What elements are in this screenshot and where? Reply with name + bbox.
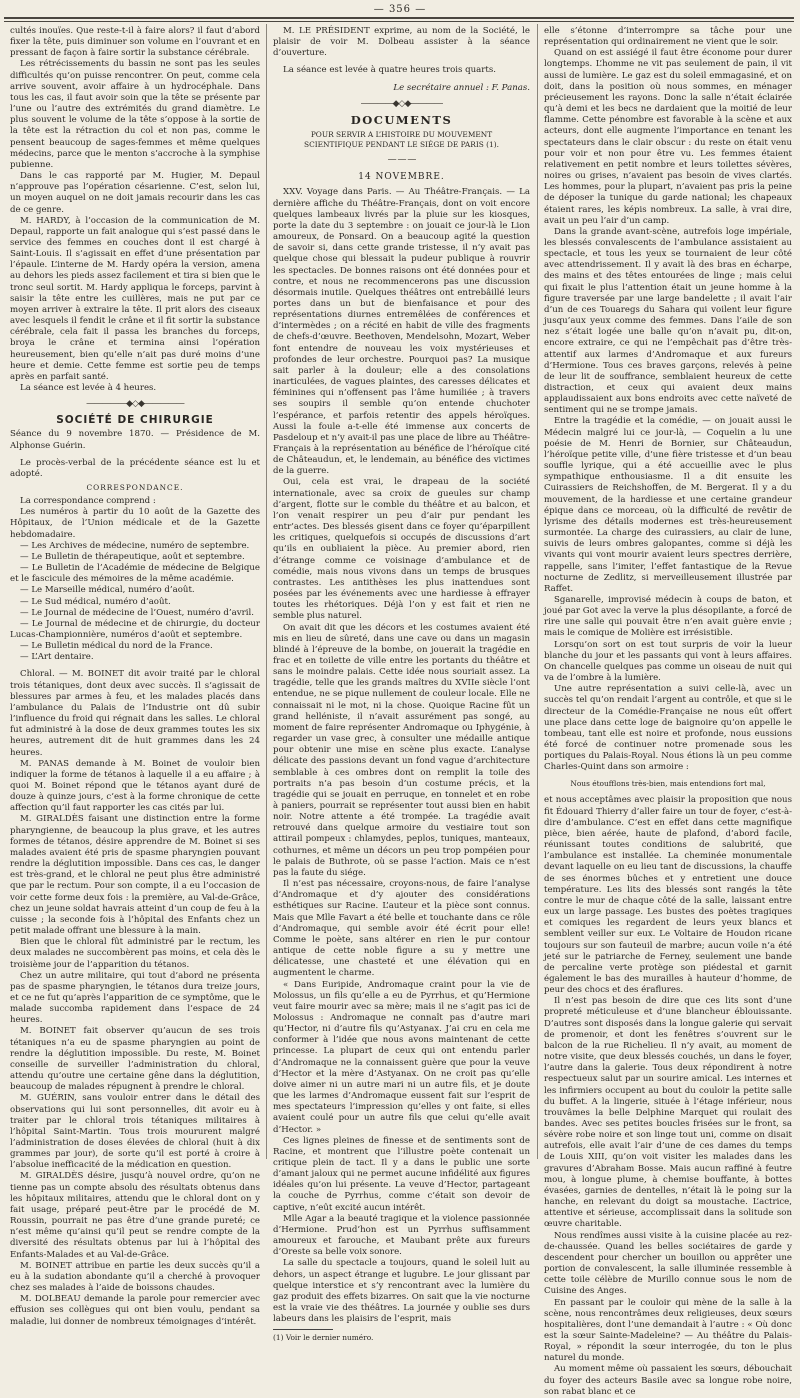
section-subtitle: POUR SERVIR A L’HISTOIRE DU MOUVEMENT SCIENTIFIQUE PENDANT LE SIÉGE DE PARIS (1). bbox=[304, 130, 499, 150]
paragraph: Il n’est pas besoin de dire que ces lits sont d’une propreté méticuleuse et d’une blancheur éblouissante. D’autres sont disposés dans la longue galerie qui servait de promenoir, et dont les fenêtres s’ouvrent sur le balcon de la rue Richelieu. Il n’y avait, au moment de notre visite, que deux blessés couchés, un dans le foyer, l’autre dans la galerie. Tous deux répondirent à notre respectueux salut par un sourire amical. Les internes et les infirmiers occupent au bout du couloir la petite salle du buffet. A la lingerie, située à l’étage inférieur, nous trouvâmes la belle Delphine Marquet qui roulait des bandes. Avec ses petites boucles frisées sur le front, sa sévère robe noire et son linge tout uni, comme on disait autrefois, elle avait l’air d’une de ces dames du temps de Louis XIII, qu’on voit visiter les malades dans les gravures d’Abraham Bosse. Mais aucun raffiné à feutre mou, à longue plume, à chemise bouffante, à bottes évasées, garnies de dentelles, n’était là le poing sur la hanche, en relevant du doigt sa moustache. L’actrice, attentive et sérieuse, accomplissait dans la solitude son œuvre charitable. bbox=[544, 996, 792, 1230]
paragraph: M. BOINET attribue en partie les deux succès qu’il a eu à la sudation abondante qu’il a cherché à provoquer chez ses malades à l’aide de boissons chaudes. bbox=[10, 1260, 260, 1294]
secretary-signature: Le secrétaire annuel : F. Panas. bbox=[393, 82, 530, 93]
column-2 bbox=[273, 26, 530, 1343]
paragraph: Les rétrécissements du bassin ne sont pas les seules difficultés qu’on puisse rencontrer. On peut, comme cela arrive souvent, avoir affaire à un hydrocéphale. Dans tous les cas, il faut avoir soin que la tête se présente par l’une ou l’autre des extrémités du grand diamètre. Le plus souvent le volume de la tête s’oppose à la sortie de la tête est la rétraction du col et non pas, comme le pensent beaucoup de sages-femmes et même quelques médecins, parce que le menton s’accroche à la symphise pubienne. bbox=[10, 59, 260, 170]
paragraph: M. HARDY, à l’occasion de la communication de M. Depaul, rapporte un fait analogue qui s’est passé dans le service des femmes en couches dont il est chargé à Saint-Louis. Il s’agissait en effet d’une présentation par l’épaule. L’interne de M. Hardy opéra la version, amena au dehors les pieds assez facilement et tira si bien que le tronc seul sortit. M. Hardy appliqua le forceps, parvint à saisir la tête entre les cuillères, mais ne put par ce moyen arriver à extraire la tête. Il prit alors des ciseaux avec lesquels il fendit le crâne et il fit sortir la substance cérébrale, cela fait il passa les branches du forceps, broya le crâne et termina ainsi l’opération heureusement, bien qu’elle n’ait pas duré moins d’une heure et demie. Cette femme est sortie peu de temps après en parfait santé. bbox=[10, 215, 260, 382]
paragraph: elle s’étonne d’interrompre sa tâche pour une représentation qui ordinairement ne vient que le soir. bbox=[544, 26, 792, 48]
paragraph: Chloral. — M. BOINET dit avoir traité par le chloral trois tétaniques, dont deux avec succès. Il s’agissait de blessures par armes à feu, et les malades placés dans l’ambulance du Palais de l’Industrie ont dû subir l’influence du froid qui régnait dans les salles. Le chloral fut administré à la dose de deux grammes toutes les six heures, autrement dit de huit grammes dans les 24 heures. bbox=[10, 669, 260, 758]
footnote: (1) Voir le dernier numéro. bbox=[273, 1333, 374, 1343]
verse-quote: Nous étoufflons très-bien, mais entendions fort mal, bbox=[570, 779, 766, 789]
paragraph: M. BOINET fait observer qu’aucun de ses trois tétaniques n’a eu de spasme pharyngien au point de rendre la déglutition impossible. Du reste, M. Boinet conseille de surveiller l’administration du chloral, attendu qu’outre une certaine gêne dans la déglutition, beaucoup de malades répugnent à prendre le chloral. bbox=[10, 1026, 260, 1093]
list-item: — Le Bulletin médical du nord de la France. bbox=[20, 641, 213, 652]
paragraph: Entre la tragédie et la comédie, — on jouait aussi le Médecin malgré lui ce jour-là, — Coquelin a lu une poésie de M. Henri de Bornier, sur Châteaudun, l’héroïque petite ville, d’une fière tristesse et d’un beau souffle lyrique, qui a été accueillie avec le plus sympathique enthousiasme. Il a dit ensuite les Cuirassiers de Reichshoffen, de M. Bergerat. Il y a du mouvement, de la hardiesse et une certaine grandeur épique dans ce morceau, où la difficulté de revêtir de lyrisme des détails modernes est très-heureusement surmontée. La charge des cuirassiers, au clair de lune, suivis de leurs ombres galopantes, comme si déjà les vivants qui vont mourir avaient leurs spectres derrière, rappelle, sans l’imiter, l’effet fantastique de la Revue nocturne de Zedlitz, si merveilleusement illustrée par Raffet. bbox=[544, 416, 792, 594]
paragraph: M. PANAS demande à M. Boinet de vouloir bien indiquer la forme de tétanos à laquelle il a eu affaire ; à quoi M. Boinet répond que le tétanos ayant duré de douze à quinze jours, c’est à la forme chronique de cette affection qu’il faut rapporter les cas cités par lui. bbox=[10, 758, 260, 814]
page-number: — 356 — bbox=[373, 4, 427, 15]
paragraph: M. DOLBEAU demande la parole pour remercier avec effusion ses collègues qui ont bien voulu, pendant sa maladie, lui donner de nombreux témoignages d’intérêt. bbox=[10, 1294, 260, 1327]
list-item: — Le Bulletin de thérapeutique, août et septembre. bbox=[20, 551, 245, 562]
paragraph: Oui, cela est vrai, le drapeau de la société internationale, avec sa croix de gueules sur champ d’argent, flotte sur le comble du théâtre et au balcon, et l’on venait respirer un peu d’air pur pendant les entr’actes. Des blessés gisent dans ce foyer qu’éparpillent les critiques, quelquefois si occupés de discussions d’art qu’ils en oubliaient la pièce. Au premier abord, rien d’étrange comme ce voisinage d’ambulance et de comédie, mais nous vivons dans un temps de brusques contrastes. Les antithèses les plus inattendues sont posées par les événements avec une hardiesse à effrayer toutes les rhétoriques. Déjà l’on y est fait et rien ne semble plus naturel. bbox=[273, 477, 530, 622]
session-line: Séance du 9 novembre 1870. — Présidence de M. Alphonse Guérin. bbox=[10, 429, 260, 451]
paragraph: La séance est levée à quatre heures trois quarts. bbox=[283, 65, 496, 76]
paragraph: On avait dit que les décors et les costumes avaient été mis en lieu de sûreté, dans une cave ou dans un magasin blindé à l’épreuve de la bombe, on jouerait la tragédie en frac et en toilette de ville entre les portants du théâtre et sans le moindre palais. Cette idée nous souriait assez. La tragédie, telle que les grands maîtres du XVIIe siècle l’ont entendue, ne se pique nullement de couleur locale. Elle ne connaissait ni le mot, ni la chose. Quoique Racine fût un grand helléniste, il n’avait assurément pas songé, au moment de faire représenter Andromaque ou Iphygénie, à regarder un vase grec, à consulter une médaille antique pour obtenir une mise en scène plus exacte. L’analyse délicate des passions devant un fond vague d’architecture semblable à ces ombres dont on remplit la toile des portraits n’a pas besoin d’un costume précis, et la tragédie qui se jouait en perruque, en tonnelet et en robe à paniers, pourrait se représenter tout aussi bien en habit noir. Notre attente a été trompée. La tragédie avait retrouvé dans quelque armoire du vestiaire tout son attirail pompeux : chlamydes, peplos, tuniques, manteaux, cothurnes, et même un décors un peu trop pompéien pour le palais de Buthrote, où se passe l’action. Mais ce n’est pas la faute du siége. bbox=[273, 622, 530, 878]
paragraph: Dans la grande avant-scène, autrefois loge impériale, les blessés convalescents de l’ambulance assistaient au spectacle, et tous les yeux se tournaient de leur côté avec attendrissement. Il y avait là des bras en écharpe, des mains et des têtes entourées de linge ; mais celui qui fixait le plus l’attention était un jeune homme à la figure traversée par une large bandelette ; il avait l’air d’un de ces Touaregs du Sahara qui voilent leur figure jusqu’aux yeux comme des femmes. Dans l’aile de son nez s’était logée une balle qu’on n’avait pu, dit-on, encore extraire, ce qui ne l’empêchait pas d’être très-attentif aux larmes d’Andromaque et aux fureurs d’Hermione. Tous ces braves garçons, relevés à peine de leur lit de souffrance, semblaient heureux de cette distraction, et ceux qui avaient deux mains applaudissaient aux bons endroits avec cette naïveté de sentiment qui ne se trompe jamais. bbox=[544, 226, 792, 416]
paragraph: M. GIRALDÈS faisant une distinction entre la forme pharyngienne, de beaucoup la plus grave, et les autres formes de tétanos, désire apprendre de M. Boinet si ses malades avaient été pris de spasme pharyngien pouvant rendre la déglutition impossible. Dans ces cas, le danger est très-grand, et le chloral ne peut plus être administré que par le rectum. Pour son compte, il a eu l’occasion de voir cette forme deux fois : la première, au Val-de-Grâce, chez un jeune soldat havrais atteint d’un coup de feu à la cuisse ; la seconde fois à l’hôpital des Enfants chez un petit malade offrant une blessure à la main. bbox=[10, 814, 260, 937]
paragraph: Chez un autre militaire, qui tout d’abord ne présenta pas de spasme pharyngien, le tétanos dura treize jours, et ce ne fut qu’après l’apparition de ce symptôme, que le malade succomba rapidement dans l’espace de 24 heures. bbox=[10, 970, 260, 1026]
ornament-divider: ————◆◇◆———— bbox=[360, 98, 443, 109]
column-divider-1 bbox=[266, 24, 267, 1159]
list-item: — Le Sud médical, numéro d’août. bbox=[20, 596, 171, 607]
column-1 bbox=[10, 26, 260, 1327]
list-item: — Le Journal de médecine et de chirurgie, du docteur Lucas-Championnière, numéros d’août et septembre. bbox=[10, 618, 260, 640]
paragraph: Au moment même où passaient les sœurs, débouchait du foyer des acteurs Basile avec sa longue robe noire, son rabat blanc et ce bbox=[544, 1364, 792, 1397]
paragraph: La salle du spectacle a toujours, quand le soleil luit au dehors, un aspect étrange et lugubre. Le jour glissant par quelque interstice et s’y rencontrant avec la lumière du gaz produit des effets bizarres. On sait que la vie nocturne est la vraie vie des théâtres. La journée y oublie ses durs labeurs dans les plaisirs de l’esprit, mais bbox=[273, 1258, 530, 1325]
paragraph: La correspondance comprend : bbox=[20, 496, 156, 507]
paragraph: Nous rendîmes aussi visite à la cuisine placée au rez-de-chaussée. Quand les belles sociétaires de garde y descendent pour chercher un bouillon ou apprêter une portion de convalescent, la salle illuminée ressemble à cette toile célèbre de Murillo connue sous le nom de Cuisine des Anges. bbox=[544, 1230, 792, 1297]
ornament-divider: —————◆◇◆————— bbox=[86, 399, 184, 410]
list-item: — Le Bulletin de l’Académie de médecine de Belgique et le fascicule des mémoires de la même académie. bbox=[10, 563, 260, 585]
date-heading: 14 NOVEMBRE. bbox=[358, 172, 445, 183]
column-divider-2 bbox=[537, 24, 538, 1159]
subsection-heading: CORRESPONDANCE. bbox=[86, 483, 184, 493]
list-item: — Les Archives de médecine, numéro de septembre. bbox=[20, 540, 250, 551]
minutes-line: Le procès-verbal de la précédente séance est lu et adopté. bbox=[10, 457, 260, 479]
paragraph: et nous acceptâmes avec plaisir la proposition que nous fit Édouard Thierry d’aller faire un tour de foyer, c’est-à-dire d’ambulance. C’est en effet dans cette magnifique pièce, bien aérée, haute de plafond, d’abord facile, réunissant toutes conditions de salubrité, que l’ambulance est installée. La cheminée monumentale devant laquelle on eu lieu tant de discussions, la chauffe de ses énormes bûches et y entretient une douce température. Les lits des blessés sont rangés la tête contre le mur de chaque côté de la salle, laissant entre eux un large passage. Les bustes des poètes tragiques et comiques les regardent de leurs yeux blancs et semblent veiller sur eux. Le Voltaire de Houdon ricane toujours sur son fauteuil de marbre; aucun voile n’a été jeté sur le patriarche de Ferney, seulement une bande de percaline verte protège son piédestal et garnit également le bas des murailles à hauteur d’homme, de peur des chocs et des éraflures. bbox=[544, 795, 792, 996]
paragraph: Sganarelle, improvisé médecin à coups de baton, et joué par Got avec la verve la plus désopilante, a forcé de rire une salle qui pouvait être n’en avait guère envie ; mais le comique de Molière est irrésistible. bbox=[544, 594, 792, 639]
paragraph: Mlle Agar a la beauté tragique et la violence passionnée d’Hermione. Prud’hon est un Pyrrhus suffisamment amoureux et farouche, et Maubant prête aux fureurs d’Oreste sa belle voix sonore. bbox=[273, 1213, 530, 1258]
paragraph: Dans le cas rapporté par M. Hugier, M. Depaul n’approuve pas l’opération césarienne. C’est, selon lui, un moyen auquel on ne doit jamais recourir dans les cas de ce genre. bbox=[10, 171, 260, 215]
paragraph: La séance est levée à 4 heures. bbox=[20, 383, 157, 393]
header-rule-thin bbox=[4, 21, 794, 22]
paragraph: cultés inouïes. Que reste-t-il à faire alors? il faut d’abord fixer la tête, puis diminuer son volume en l’ouvrant et en pressant de façon à faire sortir la substance cérébrale. bbox=[10, 26, 260, 59]
paragraph: Une autre représentation a suivi celle-là, avec un succès tel qu’on rendait l’argent au contrôle, et que si le directeur de la Comédie-Française ne nous eût offert une place dans cette loge de baignoire qu’on appelle le tombeau, tant elle est noire et profonde, nous eussions été forcé de continuer notre promenade sous les portiques du Palais-Royal. Nous étions là un peu comme Charles-Quint dans son armoire : bbox=[544, 684, 792, 773]
paragraph: M. LE PRÉSIDENT exprime, au nom de la Société, le plaisir de voir M. Dolbeau assister à la séance d’ouverture. bbox=[273, 26, 530, 59]
paragraph: M. GUÉRIN, sans vouloir entrer dans le détail des observations qui lui sont personnelles, dit avoir eu à traiter par le chloral trois tétaniques militaires à l’hôpital Saint-Martin. Tous trois moururent malgré l’administration de doses élevées de chloral (huit à dix grammes par jour), de sorte qu’il est porté à croire à l’absolue inefficacité de la médication en question. bbox=[10, 1093, 260, 1171]
list-item: — Le Journal de médecine de l’Ouest, numéro d’avril. bbox=[20, 607, 254, 618]
column-3 bbox=[544, 26, 792, 1397]
paragraph: Lorsqu’on sort on est tout surpris de voir la lueur blanche du jour et les passants qui vont à leurs affaires. On chancelle quelques pas comme un oiseau de nuit qui va de l’ombre à la lumière. bbox=[544, 639, 792, 684]
section-title: SOCIÉTÉ DE CHIRURGIE bbox=[56, 414, 214, 427]
section-title: DOCUMENTS bbox=[350, 112, 453, 127]
footnote-rule bbox=[273, 1329, 333, 1330]
paragraph: M. GIRALDÈS désire, jusqu’à nouvel ordre, qu’on ne tienne pas un compte absolu des résultats obtenus dans les hôpitaux militaires, attendu que le chloral dont on y fait usage, préparé peut-être par le procédé de M. Roussin, pourrait ne pas être d’une grande pureté; ce n’est même qu’ainsi qu’il peut se rendre compte de la diversité des résultats obtenus par lui à l’hôpital des Enfants-Malades et au Val-de-Grâce. bbox=[10, 1171, 260, 1260]
list-item: — L’Art dentaire. bbox=[20, 652, 94, 663]
paragraph: XXV. Voyage dans Paris. — Au Théâtre-Français. — La dernière affiche du Théâtre-Français, dont on voit encore quelques lambeaux livrés par la pluie sur les kiosques, porte la date du 3 septembre : on jouait ce jour-là le Lion amoureux, de Ponsard. On a beaucoup agité la question de savoir si, dans cette grande tristesse, il n’y avait pas quelque chose qui blessait la pudeur publique à rouvrir les spectacles. De bonnes raisons ont été données pour et contre, et nous ne recommencerons pas une discussion désormais inutile. Quelques théâtres ont entrebâillé leurs portes dans un but de bienfaisance et pour des représentations diurnes entremêlées de conférences et d’intermèdes ; on a récité en habit de ville des fragments de chefs-d’œuvre. Beethoven, Mendelsohn, Mozart, Weber font entendre de nouveau les voix mystérieuses et profondes de leur orchestre. Pourquoi pas? La musique sait parler à la douleur; elle a des consolations inarticulées, de vagues plaintes, des caresses délicates et féminines qui n’offensent pas l’âme humiliée ; à travers ses soupirs il semble qu’on entende chuchoter l’espérance, et parfois retentir des appels héroïques. Aussi la foule a-t-elle été immense aux concerts de Pasdeloup et n’y avait-il pas une place de libre au Théâtre-Français à la représentation au bénéfice de l’héroïque cité de Châteaudun, et, le lendemain, au bénéfice des victimes de la guerre. bbox=[273, 187, 530, 477]
paragraph: Quand on est assiégé il faut être économe pour durer longtemps. L’homme ne vit pas seulement de pain, il vit aussi de lumière. Le gaz est du soleil emmagasiné, et on doit, dans la position où nous sommes, en ménager précieusement les rayons. Donc la salle n’était éclairée qu’à demi et les becs ne dardaient que la moitié de leur flamme. Cette pénombre est favorable à la scène et aux acteurs, dont elle augmente l’importance en tenant les spectateurs dans le clair obscur : du reste on était venu pour voir et non pour être vu. Les femmes étaient relativement en petit nombre et leurs toilettes sévères, noires ou grises, n’avaient pas besoin de vives clartés. Les hommes, pour la plupart, n’avaient pas pris la peine de déposer la tunique du garde national; les chapeaux étaient rares, les képis nombreux. La salle, à vrai dire, avait un peu l’air d’un camp. bbox=[544, 48, 792, 226]
paragraph: « Dans Euripide, Andromaque craint pour la vie de Molossus, un fils qu’elle a eu de Pyrrhus, et qu’Hermione veut faire mourir avec sa mère; mais il ne s’agit pas ici de Molossus : Andromaque ne connaît pas d’autre mari qu’Hector, ni d’autre fils qu’Astyanax. J’ai cru en cela me conformer à l’idée que nous avons maintenant de cette princesse. La plupart de ceux qui ont entendu parler d’Andromaque ne la connaissent guère que pour la veuve d’Hector et la mère d’Astyanax. On ne croit pas qu’elle doive aimer ni un autre mari ni un autre fils, et je doute que les larmes d’Andromaque eussent fait sur l’esprit de mes spectateurs l’impression qu’elles y ont faite, si elles avaient coulé pour un autre fils que celui qu’elle avait d’Hector. » bbox=[273, 979, 530, 1135]
header-rule bbox=[4, 17, 794, 19]
paragraph: Ces lignes pleines de finesse et de sentiments sont de Racine, et montrent que l’illustre poète contenait un critique plein de tact. Il y a dans le public une sorte d’amant jaloux qui ne permet aucune infidélité aux figures idéales qu’on lui présente. La veuve d’Hector, partageant la couche de Pyrrhus, comme c’était son devoir de captive, n’eût excité aucun intérêt. bbox=[273, 1135, 530, 1213]
paragraph: En passant par le couloir qui mène de la salle à la scène, nous rencontrâmes deux religieuses, deux sœurs hospitalières, dont l’une demandait à l’autre : « Où donc est la sœur Sainte-Madeleine? — Au théâtre du Palais-Royal, » répondit la sœur interrogée, du ton le plus naturel du monde. bbox=[544, 1297, 792, 1364]
list-item: Les numéros à partir du 10 août de la Gazette des Hôpitaux, de l’Union médicale et de la Gazette hebdomadaire. bbox=[10, 507, 260, 540]
ornament-divider: — — — bbox=[387, 155, 416, 166]
paragraph: Bien que le chloral fût administré par le rectum, les deux malades ne succombèrent pas moins, et cela dès le troisième jour de l’apparition du tétanos. bbox=[10, 937, 260, 970]
paragraph: Il n’est pas nécessaire, croyons-nous, de faire l’analyse d’Andromaque et d’y ajouter des considérations esthétiques sur Racine. L’auteur et la pièce sont connus. Mais que Mlle Favart a été belle et touchante dans ce rôle d’Andromaque, qui semble avoir été écrit pour elle! Comme le poète, sans altérer en rien le pur contour antique de cette noble figure a su y mettre une délicatesse, une chasteté et une élévation qui en augmentent le charme. bbox=[273, 879, 530, 979]
list-item: — Le Marseille médical, numéro d’août. bbox=[20, 585, 195, 596]
